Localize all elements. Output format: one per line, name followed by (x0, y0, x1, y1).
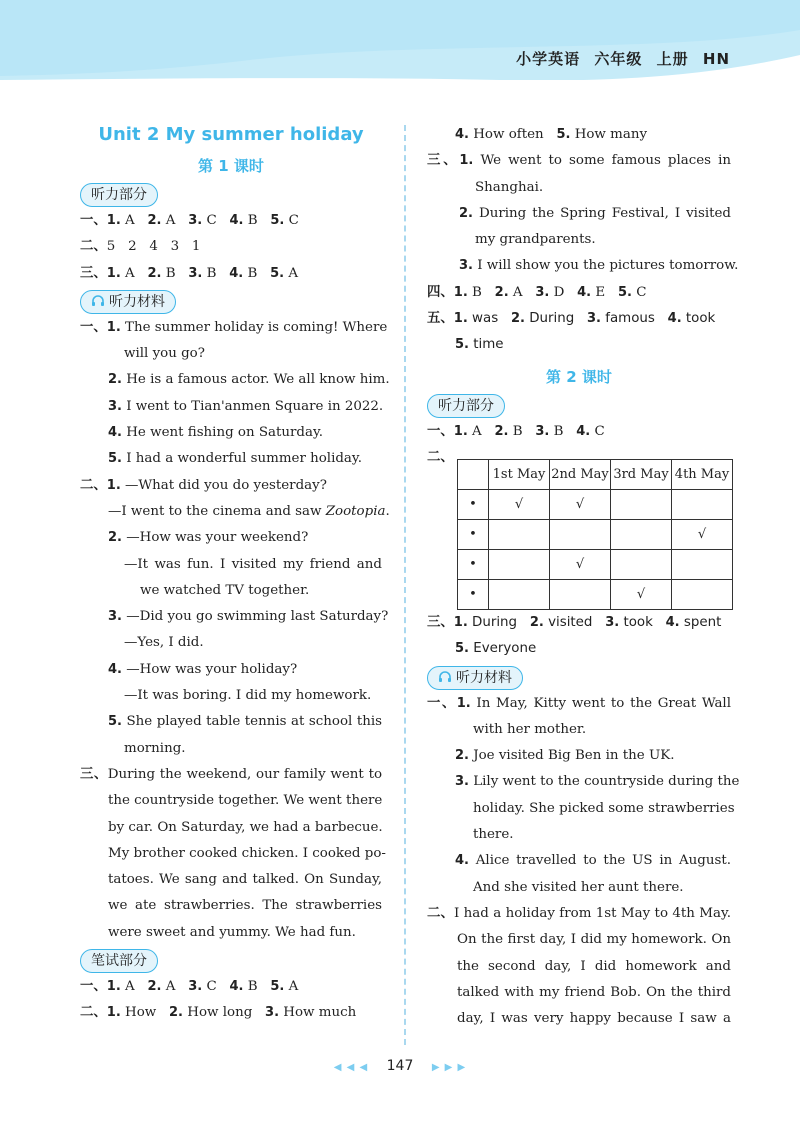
material-2-q4: 4. —How was your holiday? (108, 661, 298, 677)
page-footer (0, 1058, 800, 1074)
table-row (458, 580, 733, 610)
badge-listening-part: 听力部分 (80, 183, 158, 207)
answer-row-listen-3: 三、1. A 2. B 3. B 4. B 5. A (80, 265, 299, 281)
table-header-cell: 4th May (672, 460, 733, 490)
material-1-q2: 2. He is a famous actor. We all know him. (108, 372, 390, 388)
lesson2-material-2-line-1: 二、I had a holiday from 1st May to 4th May. (427, 905, 731, 921)
table-header-row (458, 460, 733, 490)
table-header-blank (458, 460, 489, 490)
table-cell (672, 550, 733, 580)
table-header-cell: 3rd May (611, 460, 672, 490)
lesson2-material-1-q3-cont: holiday. She picked some strawberries (473, 800, 735, 816)
left-arrows-icon: ◀ ◀ ◀ (333, 1062, 369, 1073)
written-row-2: 二、1. How 2. How long 3. How much (80, 1005, 357, 1021)
headphones-icon (438, 671, 452, 683)
material-3-line-3: by car. On Saturday, we had a barbecue. (108, 819, 383, 835)
table-cell (611, 490, 672, 520)
material-2-q1: 二、1. —What did you do yesterday? (80, 477, 327, 493)
table-cell (489, 520, 550, 550)
badge-listening-material: 听力材料 (80, 290, 176, 314)
table-cell (550, 580, 611, 610)
lesson2-material-2-line-5: day, I was very happy because I saw a (457, 1011, 731, 1027)
material-3-line-2: the countryside together. We went there (108, 793, 383, 809)
table-cell: √ (550, 490, 611, 520)
written-3-q1-cont: Shanghai. (475, 179, 544, 195)
written-row-4: 四、1. B 2. A 3. D 4. E 5. C (427, 284, 647, 300)
material-2-q5-cont: morning. (124, 740, 186, 756)
material-3-line-5: tatoes. We sang and talked. On Sunday, (108, 872, 382, 888)
lesson2-material-1-q1: 一、1. In May, Kitty went to the Great Wall (427, 695, 731, 711)
lesson2-listen-row-3-cont: 5. Everyone (455, 641, 537, 657)
table-row (458, 490, 733, 520)
unit-title: Unit 2 My summer holiday (98, 124, 364, 145)
table-cell (489, 550, 550, 580)
lesson2-material-2-line-4: talked with my friend Bob. On the third (457, 984, 731, 1000)
lesson2-listen-row-1: 一、1. A 2. B 3. B 4. C (427, 423, 605, 439)
material-3-line-7: were sweet and yummy. We had fun. (108, 924, 356, 940)
lesson2-material-1-q1-cont: with her mother. (473, 721, 587, 737)
right-arrows-icon: ▶ ▶ ▶ (431, 1062, 467, 1073)
table-cell (611, 550, 672, 580)
material-1-q3: 3. I went to Tian'anmen Square in 2022. (108, 398, 384, 414)
written-3-q2-cont: my grandparents. (475, 232, 596, 248)
badge-listening-material-2: 听力材料 (427, 666, 523, 690)
header-term: 上册 (656, 50, 689, 68)
material-1-q4: 4. He went fishing on Saturday. (108, 425, 324, 441)
table-cell (672, 580, 733, 610)
header-info (516, 48, 730, 69)
lesson-1-title: 第 1 课时 (198, 157, 264, 175)
table-cell: • (458, 580, 489, 610)
table-cell (611, 520, 672, 550)
header-subject: 小学英语 (516, 50, 581, 68)
table-row (458, 520, 733, 550)
table-row (458, 550, 733, 580)
material-2-q3-reply: —Yes, I did. (124, 635, 204, 651)
lesson2-material-2-line-2: On the first day, I did my homework. On (457, 932, 731, 948)
table-cell: √ (489, 490, 550, 520)
answer-row-listen-1: 一、1. A 2. A 3. C 4. B 5. C (80, 213, 299, 228)
written-3-q2: 2. During the Spring Festival, I visited (459, 205, 731, 221)
lesson2-material-2-line-3: the second day, I did homework and (457, 958, 731, 974)
material-3-line-4: My brother cooked chicken. I cooked po- (108, 845, 386, 861)
written-row-2-cont: 4. How often 5. How many (455, 127, 648, 142)
table-cell: • (458, 490, 489, 520)
lesson2-listen-row-2-prefix: 二、 (427, 449, 454, 465)
material-1-q5: 5. I had a wonderful summer holiday. (108, 451, 362, 467)
table-cell: • (458, 550, 489, 580)
material-2-q5: 5. She played table tennis at school this (108, 714, 382, 730)
header-grade: 六年级 (594, 50, 643, 68)
lesson2-material-1-q3: 3. Lily went to the countryside during the (455, 774, 740, 790)
page-number: 147 (386, 1058, 414, 1074)
material-2-q2-reply: —It was fun. I visited my friend and (124, 556, 382, 572)
badge-listening-part-2: 听力部分 (427, 394, 505, 418)
headphones-icon (91, 295, 105, 307)
written-row-1: 一、1. A 2. A 3. C 4. B 5. A (80, 979, 299, 995)
material-3-line-6: we ate strawberries. The strawberries (108, 898, 382, 914)
material-1-q1-cont: will you go? (124, 346, 205, 362)
material-2-q2: 2. —How was your weekend? (108, 530, 309, 546)
lesson2-material-1-q2: 2. Joe visited Big Ben in the UK. (455, 748, 675, 764)
table-cell: √ (550, 550, 611, 580)
table-cell: • (458, 520, 489, 550)
written-row-5: 五、1. was 2. During 3. famous 4. took (427, 311, 716, 327)
badge-written-part: 笔试部分 (80, 949, 158, 973)
answer-table (457, 459, 733, 610)
table-header-cell: 1st May (489, 460, 550, 490)
material-2-q4-reply: —It was boring. I did my homework. (124, 688, 372, 704)
material-1-q1: 一、1. The summer holiday is coming! Where (80, 319, 388, 335)
table-cell: √ (672, 520, 733, 550)
column-divider (404, 125, 406, 1045)
lesson-2-title: 第 2 课时 (546, 367, 612, 386)
table-header-cell: 2nd May (550, 460, 611, 490)
table-cell: √ (611, 580, 672, 610)
material-2-q1-reply: —I went to the cinema and saw Zootopia. (108, 503, 390, 519)
answer-row-listen-2: 二、5 2 4 3 1 (80, 239, 201, 255)
material-3-line-1: 三、During the weekend, our family went to (80, 766, 383, 782)
material-2-q2-reply-cont: we watched TV together. (140, 582, 310, 598)
header-edition: HN (702, 50, 730, 68)
table-cell (550, 520, 611, 550)
left-column (80, 118, 390, 1027)
lesson2-material-1-q4: 4. Alice travelled to the US in August. (455, 853, 731, 869)
written-3-q3: 3. I will show you the pictures tomorrow. (459, 258, 739, 274)
lesson2-material-1-q3-cont2: there. (473, 827, 514, 843)
written-row-5-cont: 5. time (455, 337, 504, 353)
material-2-q3: 3. —Did you go swimming last Saturday? (108, 609, 389, 625)
lesson2-listen-row-3: 三、1. During 2. visited 3. took 4. spent (427, 614, 722, 630)
table-cell (489, 580, 550, 610)
lesson2-material-1-q4-cont: And she visited her aunt there. (473, 879, 684, 895)
written-3-q1: 三、1. We went to some famous places in (427, 153, 731, 169)
table-cell (672, 490, 733, 520)
